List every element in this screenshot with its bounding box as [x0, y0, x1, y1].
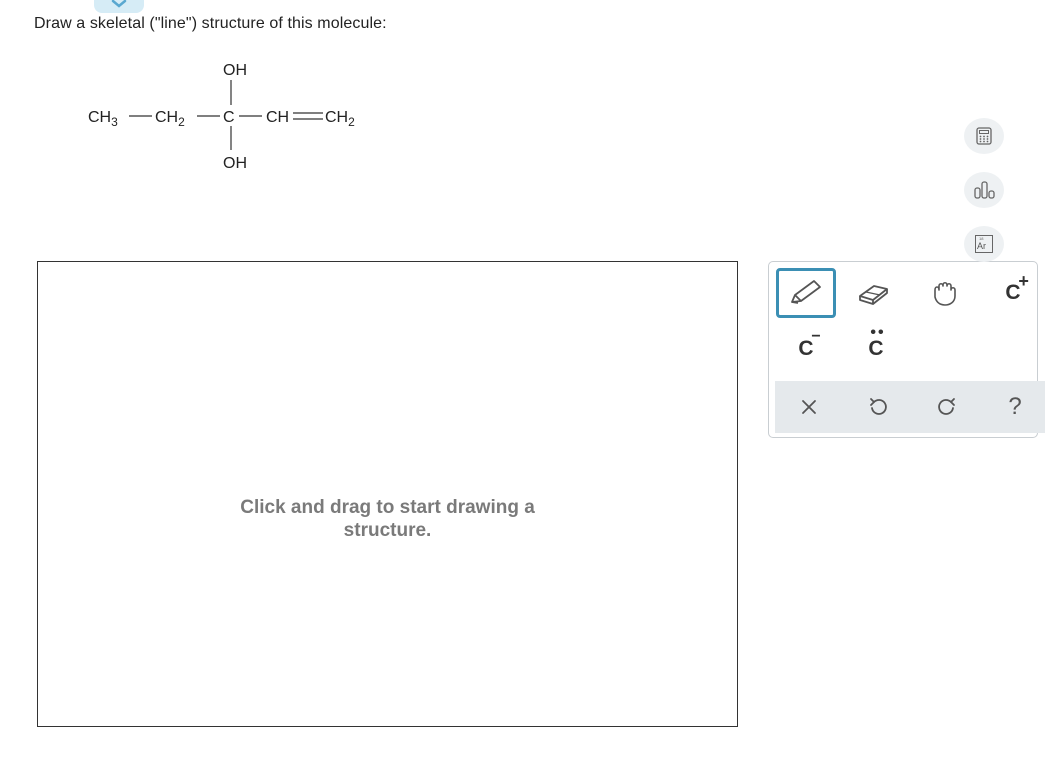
- calculator-icon: [974, 126, 994, 146]
- bar-chart-icon: [972, 180, 996, 200]
- molecule-structure: [0, 0, 420, 200]
- eraser-tool-button[interactable]: [844, 268, 904, 318]
- periodic-table-icon: 18 Ar: [975, 235, 993, 253]
- eraser-icon: [854, 278, 894, 308]
- carbanion-label: C −: [798, 328, 821, 360]
- oh-top-label: OH: [223, 62, 247, 79]
- canvas-hint-line-2: structure.: [343, 520, 432, 541]
- undo-icon: [867, 396, 889, 418]
- help-button[interactable]: [985, 381, 1045, 433]
- negative-charge: −: [811, 328, 821, 345]
- drawing-canvas[interactable]: [37, 261, 738, 727]
- carbocation-tool-button[interactable]: [983, 268, 1043, 318]
- help-icon: ?: [1008, 393, 1022, 420]
- data-button[interactable]: [964, 172, 1004, 208]
- c-center-label: C: [223, 109, 235, 126]
- canvas-hint: [38, 496, 737, 542]
- close-icon: [799, 397, 819, 417]
- redo-icon: [936, 396, 958, 418]
- ch2-end-label: $CH_2$: [325, 109, 355, 129]
- pencil-icon: [786, 278, 826, 308]
- drawing-toolbar: [768, 261, 1038, 438]
- lone-pair-dots: ••: [870, 324, 886, 341]
- oh-bottom-label: OH: [223, 155, 247, 172]
- carbocation-label: C +: [1005, 271, 1029, 304]
- clear-button[interactable]: [779, 381, 839, 433]
- question-prompt: Draw a skeletal ("line") structure of this molecule:: [34, 15, 387, 32]
- pencil-tool-button[interactable]: [776, 268, 836, 318]
- ch-label: CH: [266, 109, 290, 126]
- periodic-table-button[interactable]: [964, 226, 1004, 262]
- ch3-label: $CH_3$: [88, 109, 118, 129]
- ch2-label: $CH_2$: [155, 109, 185, 129]
- periodic-table-label: Ar: [977, 241, 986, 251]
- calculator-button[interactable]: [964, 118, 1004, 154]
- redo-button[interactable]: [917, 381, 977, 433]
- hand-tool-button[interactable]: [915, 268, 975, 318]
- lone-pair-label: •• C: [868, 324, 886, 360]
- carbanion-tool-button[interactable]: [776, 324, 836, 374]
- canvas-hint-line-1: Click and drag to start drawing a: [240, 497, 535, 518]
- undo-button[interactable]: [848, 381, 908, 433]
- positive-charge: +: [1018, 271, 1029, 291]
- lone-pair-tool-button[interactable]: [846, 324, 906, 374]
- action-bar: [775, 381, 1045, 433]
- hand-icon: [925, 278, 965, 308]
